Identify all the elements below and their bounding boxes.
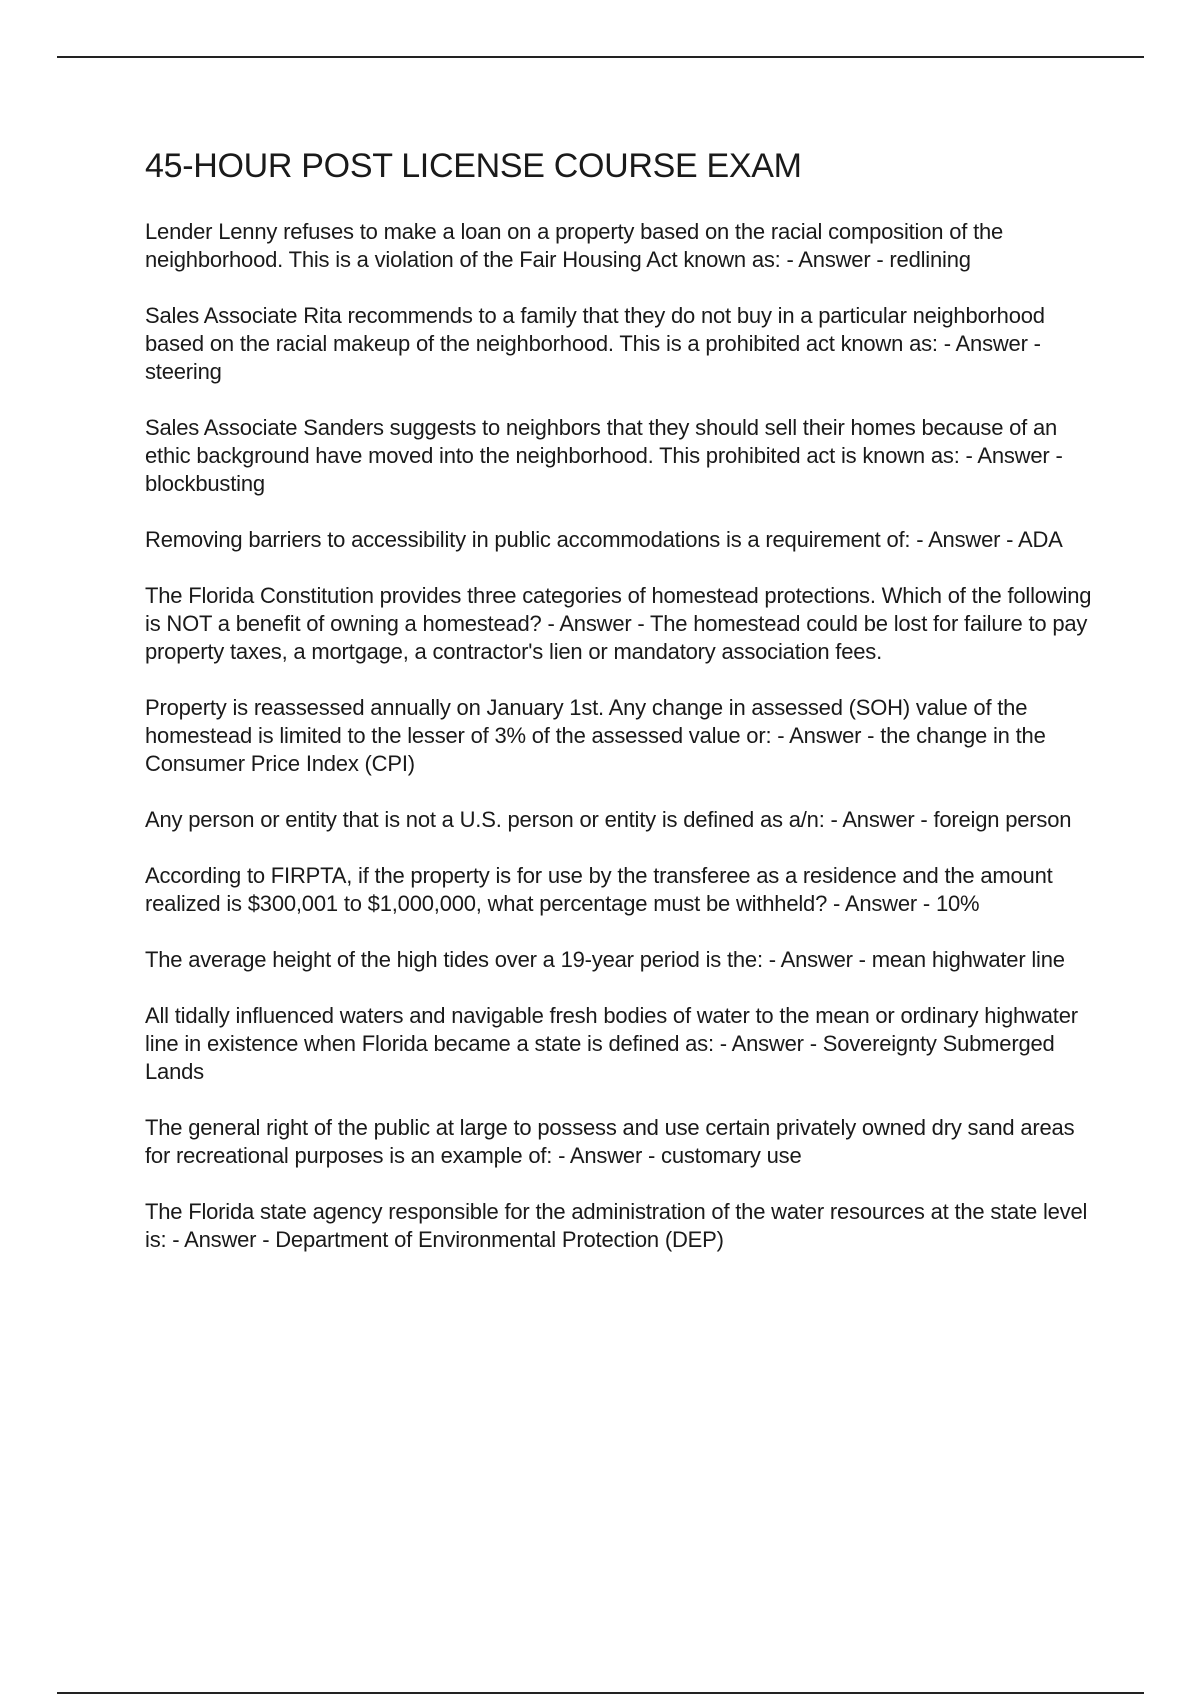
question-item-11: The general right of the public at large to possess and use certain privately owned dry sand areas for recreational purposes is an example of: - Answer - customary use bbox=[145, 1115, 1075, 1168]
question-item-9: The average height of the high tides over a 19-year period is the: - Answer - mean highwater line bbox=[145, 947, 1065, 972]
document-title: 45-HOUR POST LICENSE COURSE EXAM bbox=[145, 147, 802, 185]
document-body bbox=[145, 142, 1095, 1282]
question-item-8: According to FIRPTA, if the property is for use by the transferee as a residence and the amount realized is $300,001 to $1,000,000, what percentage must be withheld? - Answer - 10% bbox=[145, 863, 1053, 916]
question-item-10: All tidally influenced waters and navigable fresh bodies of water to the mean or ordinary highwater line in existence when Florida became a state is defined as: - Answer - Sovereignty Submerged Lands bbox=[145, 1003, 1078, 1084]
question-item-1: Lender Lenny refuses to make a loan on a property based on the racial composition of the neighborhood. This is a violation of the Fair Housing Act known as: - Answer - redlining bbox=[145, 219, 1004, 272]
bottom-divider bbox=[57, 1692, 1144, 1694]
question-item-3: Sales Associate Sanders suggests to neighbors that they should sell their homes because of an ethic background have moved into the neighborhood. This prohibited act is known as: - Answer - blockbusting bbox=[145, 415, 1063, 496]
question-item-4: Removing barriers to accessibility in public accommodations is a requirement of: - Answer - ADA bbox=[145, 527, 1063, 552]
question-item-6: Property is reassessed annually on January 1st. Any change in assessed (SOH) value of the homestead is limited to the lesser of 3% of the assessed value or: - Answer - the change in the Consumer Price Index (CPI) bbox=[145, 695, 1046, 776]
question-item-12: The Florida state agency responsible for the administration of the water resources at the state level is: - Answer - Department of Environmental Protection (DEP) bbox=[145, 1199, 1088, 1252]
question-item-2: Sales Associate Rita recommends to a family that they do not buy in a particular neighborhood based on the racial makeup of the neighborhood. This is a prohibited act known as: - Answer - steering bbox=[145, 303, 1045, 384]
top-divider bbox=[57, 56, 1144, 58]
question-item-5: The Florida Constitution provides three categories of homestead protections. Which of the following is NOT a benefit of owning a homestead? - Answer - The homestead could be lost for failure to pay property taxes, a mortgage, a contractor's lien or mandatory association fees. bbox=[145, 583, 1092, 664]
question-item-7: Any person or entity that is not a U.S. person or entity is defined as a/n: - Answer - foreign person bbox=[145, 807, 1072, 832]
question-list bbox=[145, 218, 1095, 1254]
